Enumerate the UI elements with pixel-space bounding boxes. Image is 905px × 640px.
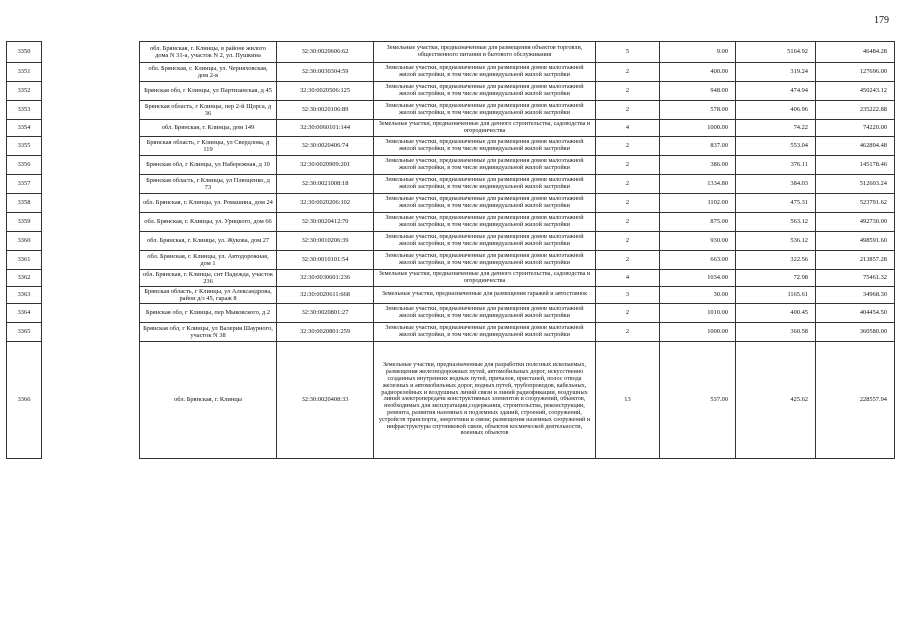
address-cell: Брянская область, г Клинцы, ул Свердлова, д 119	[140, 136, 277, 155]
cadastral-number-cell: 32:30:0020106:89	[277, 101, 374, 120]
address-cell: Брянская область, г Клинцы, ул Плющенко, д 73	[140, 174, 277, 193]
cadastral-number-cell: 32:30:0020606:62	[277, 42, 374, 63]
group-cell: 2	[596, 63, 660, 82]
area-cell: 663.00	[660, 250, 736, 269]
group-cell: 2	[596, 174, 660, 193]
unit-price-cell: 322.56	[736, 250, 816, 269]
table-row	[7, 269, 895, 286]
cadastral-cost-cell: 512603.24	[816, 174, 895, 193]
table-row	[7, 341, 895, 458]
cadastral-cost-cell: 404454.50	[816, 303, 895, 322]
unit-price-cell: 474.94	[736, 82, 816, 101]
unit-price-cell: 406.96	[736, 101, 816, 120]
table-row	[7, 212, 895, 231]
group-cell: 2	[596, 322, 660, 341]
group-cell: 2	[596, 231, 660, 250]
row-number-cell: 3366	[7, 341, 42, 458]
row-gap-cell	[42, 341, 140, 458]
land-use-cell: Земельные участки, предназначенные для размещения домов малоэтажной жилой застройки, в том числе индивидуальной жилой застройки	[374, 231, 596, 250]
group-cell: 2	[596, 136, 660, 155]
cadastral-number-cell: 32:30:0020408:33	[277, 341, 374, 458]
land-use-cell: Земельные участки, предназначенные для размещения домов малоэтажной жилой застройки, в том числе индивидуальной жилой застройки	[374, 155, 596, 174]
area-cell: 1000.00	[660, 322, 736, 341]
row-number-cell: 3358	[7, 193, 42, 212]
land-use-cell: Земельные участки, предназначенные для разработки полезных ископаемых, размещения железнодорожных путей, автомобильных дорог, искусственно созданных внутренних водных путей, причалов, пристаней, полос отвода железных и автомобильных дорог, водных путей, трубопроводов, кабельных, радиорелейных и воздушных линий связи и линий радиофикации, воздушных линий электропередачи конструктивных элементов и сооружений, объектов, необходимых для эксплуатации,содержания, строительства, реконструкции, ремонта, развития наземных и подземных зданий, строений, сооружений, устройств транспорта, энергетики и связи; размещения наземных сооружений и инфраструктуры спутниковой связи, объектов космической деятельности, военных объектов	[374, 341, 596, 458]
cadastral-number-cell: 32:30:0020801:27	[277, 303, 374, 322]
row-number-cell: 3355	[7, 136, 42, 155]
cadastral-cost-cell: 498591.60	[816, 231, 895, 250]
table-row	[7, 286, 895, 303]
row-gap-cell	[42, 82, 140, 101]
row-number-cell: 3353	[7, 101, 42, 120]
unit-price-cell: 5164.92	[736, 42, 816, 63]
row-gap-cell	[42, 101, 140, 120]
area-cell: 30.00	[660, 286, 736, 303]
group-cell: 2	[596, 303, 660, 322]
area-cell: 1000.00	[660, 120, 736, 137]
unit-price-cell: 72.98	[736, 269, 816, 286]
address-cell: обл. Брянская, г. Клинцы, дом 149	[140, 120, 277, 137]
cadastral-cost-cell: 127696.00	[816, 63, 895, 82]
row-gap-cell	[42, 269, 140, 286]
area-cell: 537.00	[660, 341, 736, 458]
cadastral-number-cell: 32:30:0020406:74	[277, 136, 374, 155]
cadastral-cost-cell: 235222.88	[816, 101, 895, 120]
unit-price-cell: 1165.61	[736, 286, 816, 303]
land-use-cell: Земельные участки, предназначенные для дачного строительства, садоводства и огородничества	[374, 269, 596, 286]
group-cell: 13	[596, 341, 660, 458]
cadastral-number-cell: 32:30:0030601:236	[277, 269, 374, 286]
table-row	[7, 42, 895, 63]
land-use-cell: Земельные участки, предназначенные для размещения домов малоэтажной жилой застройки, в том числе индивидуальной жилой застройки	[374, 101, 596, 120]
table-row	[7, 174, 895, 193]
row-gap-cell	[42, 231, 140, 250]
address-cell: обл. Брянская, г. Клинцы, ул. Урицкого, дом 66	[140, 212, 277, 231]
group-cell: 3	[596, 286, 660, 303]
unit-price-cell: 553.04	[736, 136, 816, 155]
unit-price-cell: 536.12	[736, 231, 816, 250]
area-cell: 400.00	[660, 63, 736, 82]
cadastral-number-cell: 32:30:0010206:39	[277, 231, 374, 250]
page-number: 179	[874, 15, 889, 26]
cadastral-cost-cell: 523791.62	[816, 193, 895, 212]
address-cell: Брянская область, г Клинцы, пер 2-й Щорса, д 36	[140, 101, 277, 120]
area-cell: 1334.80	[660, 174, 736, 193]
cadastral-cost-cell: 213857.28	[816, 250, 895, 269]
area-cell: 386.00	[660, 155, 736, 174]
cadastral-number-cell: 32:30:0020801:259	[277, 322, 374, 341]
table-row	[7, 136, 895, 155]
group-cell: 5	[596, 42, 660, 63]
area-cell: 1010.00	[660, 303, 736, 322]
unit-price-cell: 475.31	[736, 193, 816, 212]
group-cell: 2	[596, 212, 660, 231]
row-number-cell: 3365	[7, 322, 42, 341]
cadastral-number-cell: 32:30:0060101:144	[277, 120, 374, 137]
row-gap-cell	[42, 136, 140, 155]
land-use-cell: Земельные участки, предназначенные для размещения домов малоэтажной жилой застройки, в том числе индивидуальной жилой застройки	[374, 303, 596, 322]
address-cell: обл. Брянская, г. Клинцы	[140, 341, 277, 458]
row-number-cell: 3364	[7, 303, 42, 322]
land-use-cell: Земельные участки, предназначенные для размещения домов малоэтажной жилой застройки, в том числе индивидуальной жилой застройки	[374, 136, 596, 155]
cadastral-cost-cell: 74220.00	[816, 120, 895, 137]
cadastral-number-cell: 32:30:0020506:125	[277, 82, 374, 101]
row-gap-cell	[42, 42, 140, 63]
cadastral-number-cell: 32:30:0021008:18	[277, 174, 374, 193]
group-cell: 2	[596, 101, 660, 120]
land-use-cell: Земельные участки, предназначенные для размещения домов малоэтажной жилой застройки, в том числе индивидуальной жилой застройки	[374, 193, 596, 212]
land-use-cell: Земельные участки, предназначенные для размещения домов малоэтажной жилой застройки, в том числе индивидуальной жилой застройки	[374, 212, 596, 231]
row-gap-cell	[42, 63, 140, 82]
unit-price-cell: 425.62	[736, 341, 816, 458]
address-cell: обл. Брянская, г. Клинцы, ул. Жукова, дом 27	[140, 231, 277, 250]
cadastral-cost-cell: 450243.12	[816, 82, 895, 101]
row-number-cell: 3361	[7, 250, 42, 269]
cadastral-number-cell: 32:30:0010101:54	[277, 250, 374, 269]
row-gap-cell	[42, 303, 140, 322]
address-cell: Брянская обл, г Клинцы, ул Набережная, д 10	[140, 155, 277, 174]
land-use-cell: Земельные участки, предназначенные для размещения домов малоэтажной жилой застройки, в том числе индивидуальной жилой застройки	[374, 82, 596, 101]
land-use-cell: Земельные участки, предназначенные для дачного строительства, садоводства и огородничества	[374, 120, 596, 137]
table-row	[7, 250, 895, 269]
unit-price-cell: 563.12	[736, 212, 816, 231]
cadastral-cost-cell: 360580.00	[816, 322, 895, 341]
area-cell: 1102.00	[660, 193, 736, 212]
row-gap-cell	[42, 322, 140, 341]
land-cadastre-table	[6, 41, 895, 459]
cadastral-number-cell: 32:30:0020412:70	[277, 212, 374, 231]
table-row	[7, 120, 895, 137]
area-cell: 948.00	[660, 82, 736, 101]
row-gap-cell	[42, 250, 140, 269]
group-cell: 2	[596, 250, 660, 269]
group-cell: 4	[596, 269, 660, 286]
unit-price-cell: 384.03	[736, 174, 816, 193]
address-cell: обл. Брянская, г. Клинцы, ул. Черняховская, дом 2-в	[140, 63, 277, 82]
cadastral-number-cell: 32:30:0020611:668	[277, 286, 374, 303]
table-row	[7, 322, 895, 341]
cadastral-cost-cell: 228557.94	[816, 341, 895, 458]
row-number-cell: 3362	[7, 269, 42, 286]
unit-price-cell: 360.58	[736, 322, 816, 341]
cadastral-cost-cell: 46484.28	[816, 42, 895, 63]
area-cell: 9.00	[660, 42, 736, 63]
group-cell: 2	[596, 193, 660, 212]
group-cell: 4	[596, 120, 660, 137]
land-use-cell: Земельные участки, предназначенные для размещения домов малоэтажной жилой застройки, в том числе индивидуальной жилой застройки	[374, 322, 596, 341]
table-row	[7, 231, 895, 250]
land-use-cell: Земельные участки, предназначенные для размещения домов малоэтажной жилой застройки, в том числе индивидуальной жилой застройки	[374, 174, 596, 193]
row-number-cell: 3357	[7, 174, 42, 193]
land-use-cell: Земельные участки, предназначенные для размещения гаражей и автостоянок	[374, 286, 596, 303]
cadastral-cost-cell: 145178.46	[816, 155, 895, 174]
table-row	[7, 63, 895, 82]
cadastral-number-cell: 32:30:0020909:201	[277, 155, 374, 174]
row-number-cell: 3360	[7, 231, 42, 250]
row-gap-cell	[42, 212, 140, 231]
row-number-cell: 3363	[7, 286, 42, 303]
cadastral-cost-cell: 34968.30	[816, 286, 895, 303]
address-cell: обл. Брянская, г. Клинцы, снт Надежда, участок 236	[140, 269, 277, 286]
area-cell: 875.00	[660, 212, 736, 231]
row-number-cell: 3352	[7, 82, 42, 101]
area-cell: 578.00	[660, 101, 736, 120]
row-gap-cell	[42, 174, 140, 193]
row-number-cell: 3359	[7, 212, 42, 231]
unit-price-cell: 319.24	[736, 63, 816, 82]
table-row	[7, 193, 895, 212]
land-use-cell: Земельные участки, предназначенные для размещения объектов торговли, общественного питания и бытового обслуживания	[374, 42, 596, 63]
row-gap-cell	[42, 286, 140, 303]
area-cell: 837.00	[660, 136, 736, 155]
cadastral-number-cell: 32:30:0030304:59	[277, 63, 374, 82]
cadastral-cost-cell: 75461.32	[816, 269, 895, 286]
address-cell: обл. Брянская, г. Клинцы, в районе жилого дома N 31-а, участок N 2, ул. Пушкина	[140, 42, 277, 63]
row-gap-cell	[42, 155, 140, 174]
row-number-cell: 3351	[7, 63, 42, 82]
table-row	[7, 303, 895, 322]
address-cell: обл. Брянская, г. Клинцы, ул. Автодорожная, дом 1	[140, 250, 277, 269]
unit-price-cell: 400.45	[736, 303, 816, 322]
address-cell: Брянская область, г Клинцы, ул Александрова, район д/з 45, гараж 8	[140, 286, 277, 303]
group-cell: 2	[596, 155, 660, 174]
row-gap-cell	[42, 120, 140, 137]
row-number-cell: 3356	[7, 155, 42, 174]
address-cell: Брянская обл, г Клинцы, пер Мыковского, д 2	[140, 303, 277, 322]
area-cell: 1034.00	[660, 269, 736, 286]
table-row	[7, 82, 895, 101]
row-number-cell: 3354	[7, 120, 42, 137]
land-use-cell: Земельные участки, предназначенные для размещения домов малоэтажной жилой застройки, в том числе индивидуальной жилой застройки	[374, 250, 596, 269]
address-cell: Брянская обл, г Клинцы, ул Валерия Шаурного, участок N 38	[140, 322, 277, 341]
address-cell: обл. Брянская, г. Клинцы, ул. Ромашина, дом 24	[140, 193, 277, 212]
cadastral-cost-cell: 462894.48	[816, 136, 895, 155]
table-row	[7, 155, 895, 174]
table-row	[7, 101, 895, 120]
group-cell: 2	[596, 82, 660, 101]
cadastral-cost-cell: 492730.00	[816, 212, 895, 231]
cadastral-number-cell: 32:30:0020206:102	[277, 193, 374, 212]
row-gap-cell	[42, 193, 140, 212]
unit-price-cell: 74.22	[736, 120, 816, 137]
land-use-cell: Земельные участки, предназначенные для размещения домов малоэтажной жилой застройки, в том числе индивидуальной жилой застройки	[374, 63, 596, 82]
row-number-cell: 3350	[7, 42, 42, 63]
address-cell: Брянская обл, г Клинцы, ул Партизанская, д 45	[140, 82, 277, 101]
unit-price-cell: 376.11	[736, 155, 816, 174]
area-cell: 930.00	[660, 231, 736, 250]
